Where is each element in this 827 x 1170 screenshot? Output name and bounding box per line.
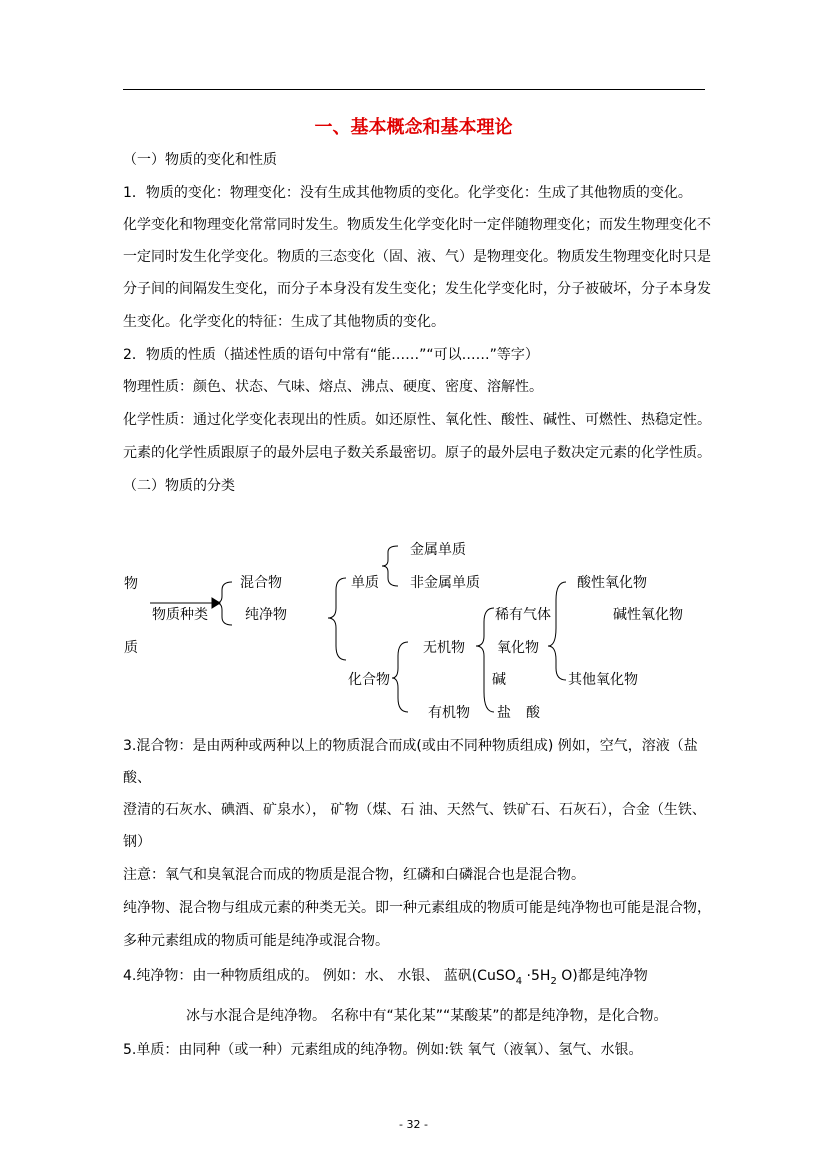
paragraph-line: 冰与水混合是纯净物。 名称中有“某化某”“某酸某”的都是纯净物，是化合物。 [186, 1008, 668, 1024]
section-heading-2: （二）物质的分类 [123, 478, 235, 494]
diagram-wu: 物 [124, 576, 138, 592]
p8-sub-2: 2 [550, 975, 557, 987]
paragraph-line: 酸、 [123, 770, 151, 786]
diagram-other-oxide: 其他氧化物 [568, 672, 638, 688]
paragraph-line: 纯净物、混合物与组成元素的种类无关。即一种元素组成的物质可能是纯净物也可能是混合物， [123, 900, 711, 916]
page-title: 一、基本概念和基本理论 [314, 117, 513, 138]
brace-substance [216, 582, 232, 625]
diagram-basic-oxide: 碱性氧化物 [613, 607, 683, 623]
diagram-kind: 物质种类 [152, 607, 208, 623]
page-number: - 32 - [399, 1118, 428, 1131]
diagram-pure: 纯净物 [245, 607, 287, 623]
brace-element [382, 546, 398, 586]
brace-pure [328, 578, 346, 660]
paragraph-line: 注意：氧气和臭氧混合而成的物质是混合物，红磷和白磷混合也是混合物。 [123, 867, 585, 883]
brace-oxide [548, 582, 566, 680]
paragraph-line: 物理性质：颜色、状态、气味、熔点、沸点、硬度、密度、溶解性。 [123, 379, 543, 395]
paragraph-line: 3.混合物：是由两种或两种以上的物质混合而成(或由不同种物质组成) 例如，空气，溶液（盐 [123, 738, 698, 754]
p8-a: 4.纯净物：由一种物质组成的。 例如：水、 水银、 蓝矾(CuSO [123, 968, 516, 984]
diagram-organic: 有机物 [428, 705, 470, 721]
diagram-mixture: 混合物 [240, 575, 282, 591]
diagram-oxide: 氧化物 [497, 640, 539, 656]
section-heading-1: （一）物质的变化和性质 [123, 152, 277, 168]
diagram-salt: 盐 [497, 705, 511, 721]
paragraph-line: 化学变化和物理变化常常同时发生。物质发生化学变化时一定伴随物理变化；而发生物理变化不 [123, 217, 711, 233]
diagram-nonmetal: 非金属单质 [410, 575, 480, 591]
paragraph-line: 澄清的石灰水、碘酒、矿泉水）， 矿物（煤、石 油、天然气、铁矿石、石灰石），合金（生铁、 [123, 802, 706, 818]
diagram-noble-gas: 稀有气体 [495, 607, 551, 623]
diagram-acid: 酸 [526, 705, 540, 721]
paragraph-line: 多种元素组成的物质可能是纯净或混合物。 [123, 933, 389, 949]
paragraph-line: 钢） [123, 834, 151, 850]
p8-c: O)都是纯净物 [556, 968, 648, 984]
diagram-acidic-oxide: 酸性氧化物 [577, 575, 647, 591]
paragraph-line: 2．物质的性质（描述性质的语句中常有“能……”“可以……”等字） [123, 347, 539, 363]
paragraph-line: 元素的化学性质跟原子的最外层电子数关系最密切。原子的最外层电子数决定元素的化学性质。 [123, 445, 711, 461]
paragraph-line: 1．物质的变化：物理变化：没有生成其他物质的变化。化学变化：生成了其他物质的变化。 [123, 185, 692, 201]
paragraph-line [123, 966, 648, 992]
paragraph-line: 分子间的间隔发生变化，而分子本身没有发生变化；发生化学变化时，分子被破坏，分子本身发 [123, 281, 711, 297]
paragraph-line: 化学性质：通过化学变化表现出的性质。如还原性、氧化性、酸性、碱性、可燃性、热稳定性。 [123, 412, 711, 428]
brace-inorganic [476, 608, 494, 712]
paragraph-line: 一定同时发生化学变化。物质的三态变化（固、液、气）是物理变化。物质发生物理变化时只是 [123, 249, 711, 265]
diagram-base: 碱 [492, 672, 506, 688]
brace-compound [392, 642, 408, 712]
p8-b: ·5H [522, 968, 551, 984]
diagram-zhi: 质 [124, 640, 138, 656]
diagram-metal: 金属单质 [410, 542, 466, 558]
p8-sub-4: 4 [515, 975, 523, 987]
diagram-compound: 化合物 [348, 672, 390, 688]
diagram-inorganic: 无机物 [423, 640, 465, 656]
paragraph-line: 生变化。化学变化的特征：生成了其他物质的变化。 [123, 314, 445, 330]
diagram-element: 单质 [351, 575, 379, 591]
paragraph-line: 5.单质：由同种（或一种）元素组成的纯净物。例如:铁 氧气（液氧）、氢气、水银。 [123, 1042, 643, 1058]
